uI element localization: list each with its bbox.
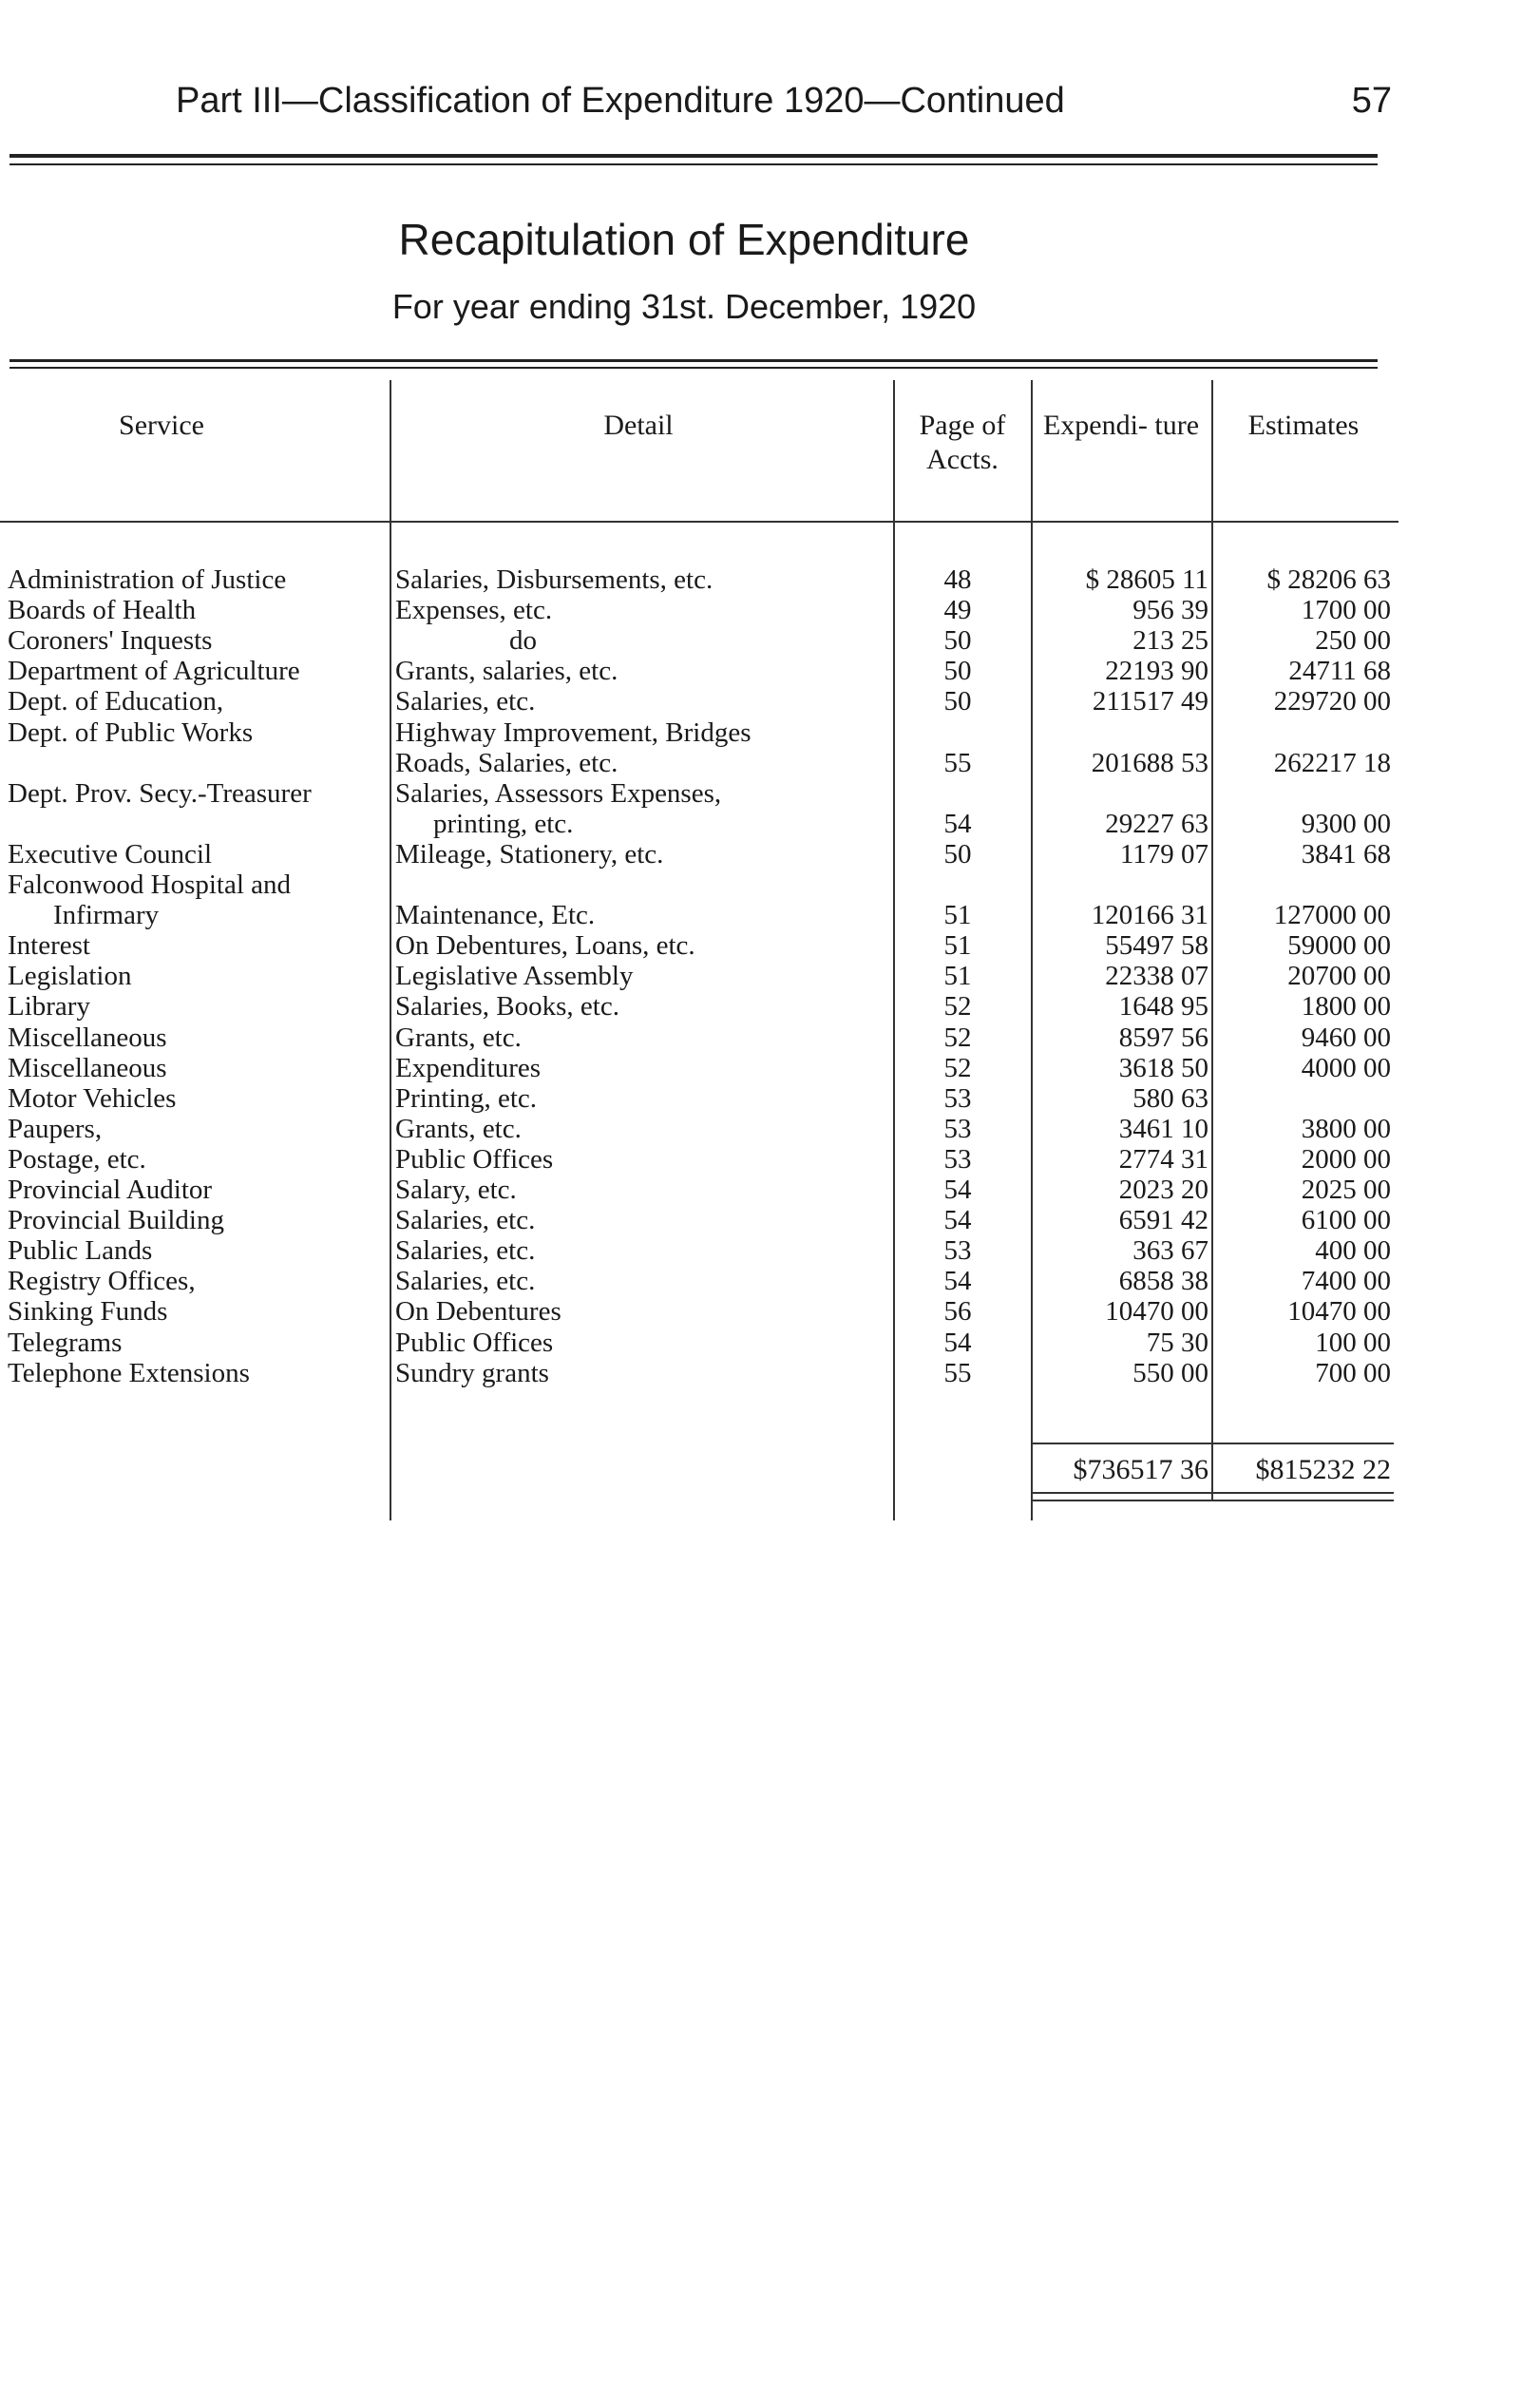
- page-title: Recapitulation of Expenditure: [398, 215, 970, 264]
- estimates-cell: 3800 00: [1301, 1114, 1391, 1143]
- expenditure-cell: 550 00: [1132, 1358, 1208, 1387]
- estimates-cell: 700 00: [1315, 1358, 1391, 1387]
- estimates-cell: 3841 68: [1301, 839, 1391, 869]
- page-cell: 54: [943, 809, 972, 838]
- service-cell: Legislation: [8, 962, 132, 991]
- service-cell: Coroners' Inquests: [8, 626, 213, 656]
- detail-cell: Highway Improvement, Bridges: [395, 717, 751, 747]
- table-row: [0, 931, 1398, 960]
- column-header-expenditure: Expendi- ture: [1042, 410, 1200, 441]
- expenditure-cell: 10470 00: [1105, 1297, 1208, 1327]
- expenditure-cell: 55497 58: [1105, 931, 1208, 961]
- estimates-cell: 4000 00: [1301, 1053, 1391, 1082]
- table-row: [0, 1267, 1398, 1295]
- expenditure-cell: 3461 10: [1118, 1114, 1208, 1143]
- table-row: [0, 840, 1398, 869]
- table-row: [0, 1328, 1398, 1357]
- detail-cell: Public Offices: [395, 1328, 554, 1357]
- table-row: [0, 1145, 1398, 1174]
- service-cell: Dept. of Public Works: [8, 717, 254, 747]
- estimates-cell: 9300 00: [1301, 809, 1391, 838]
- expenditure-cell: 6858 38: [1118, 1267, 1208, 1296]
- page-cell: 52: [943, 1053, 972, 1082]
- page-cell: 53: [943, 1083, 972, 1113]
- table-row: [0, 992, 1398, 1021]
- service-cell: Telegrams: [8, 1328, 123, 1357]
- detail-cell: Maintenance, Etc.: [395, 901, 596, 930]
- totals-row: [0, 1454, 1398, 1484]
- table-row: [0, 1297, 1398, 1326]
- expenditure-cell: 120166 31: [1091, 901, 1208, 930]
- service-cell: Miscellaneous: [8, 1022, 167, 1052]
- estimates-cell: $ 28206 63: [1266, 565, 1391, 594]
- expenditure-cell: 956 39: [1132, 596, 1208, 625]
- service-cell: Boards of Health: [8, 596, 197, 625]
- service-cell: Interest: [8, 931, 90, 961]
- service-cell: Dept. of Education,: [8, 687, 224, 717]
- service-cell: Falconwood Hospital and: [8, 870, 292, 899]
- estimates-cell: 262217 18: [1273, 748, 1391, 777]
- service-cell: Sinking Funds: [8, 1297, 168, 1327]
- detail-cell: Salaries, etc.: [395, 1206, 536, 1235]
- estimates-cell: 127000 00: [1273, 901, 1391, 930]
- detail-cell: Sundry grants: [395, 1358, 549, 1387]
- page-cell: 54: [943, 1267, 972, 1296]
- column-header-estimates: Estimates: [1247, 410, 1360, 441]
- table-row: [0, 596, 1398, 624]
- page-number: 57: [1351, 81, 1392, 121]
- column-header-page: Page of Accts.: [919, 410, 1006, 475]
- detail-cell: Salaries, Assessors Expenses,: [395, 778, 722, 808]
- page-cell: 50: [943, 626, 972, 656]
- table-row: [0, 626, 1398, 655]
- expenditure-cell: 22193 90: [1105, 657, 1208, 686]
- detail-cell: do: [509, 626, 537, 656]
- table-row: [0, 657, 1398, 685]
- detail-cell: Expenditures: [395, 1053, 542, 1082]
- estimates-cell: 2000 00: [1301, 1144, 1391, 1174]
- estimates-cell: 229720 00: [1273, 687, 1391, 717]
- expenditure-cell: 580 63: [1132, 1083, 1208, 1113]
- table-row: [0, 962, 1398, 990]
- estimates-cell: 2025 00: [1301, 1175, 1391, 1204]
- estimates-cell: 59000 00: [1287, 931, 1391, 961]
- recapitulation-table: [0, 361, 1398, 1520]
- detail-cell: On Debentures: [395, 1297, 561, 1327]
- detail-cell: Mileage, Stationery, etc.: [395, 839, 664, 869]
- page-cell: 49: [943, 596, 972, 625]
- expenditure-cell: 363 67: [1132, 1236, 1208, 1266]
- service-cell: Provincial Building: [8, 1206, 224, 1235]
- page-cell: 53: [943, 1114, 972, 1143]
- service-cell: Telephone Extensions: [8, 1358, 250, 1387]
- table-row: [0, 565, 1398, 594]
- service-cell: Department of Agriculture: [8, 657, 300, 686]
- expenditure-cell: 3618 50: [1118, 1053, 1208, 1082]
- page-cell: 51: [943, 901, 972, 930]
- expenditure-cell: 211517 49: [1092, 687, 1208, 717]
- estimates-cell: 7400 00: [1301, 1267, 1391, 1296]
- service-cell: Public Lands: [8, 1236, 153, 1266]
- expenditure-cell: 2023 20: [1118, 1175, 1208, 1204]
- column-header-detail: Detail: [603, 410, 674, 441]
- table-row: [0, 779, 1398, 808]
- service-cell: Postage, etc.: [8, 1144, 146, 1174]
- estimates-cell: 1800 00: [1301, 992, 1391, 1022]
- detail-cell: printing, etc.: [433, 809, 574, 838]
- page-cell: 51: [943, 931, 972, 961]
- expenditure-cell: 2774 31: [1118, 1144, 1208, 1174]
- estimates-cell: 1700 00: [1301, 596, 1391, 625]
- detail-cell: Salaries, etc.: [395, 1236, 536, 1266]
- service-cell: Executive Council: [8, 839, 213, 869]
- service-cell: Library: [8, 992, 90, 1022]
- service-cell: Registry Offices,: [8, 1267, 196, 1296]
- service-cell: Miscellaneous: [8, 1053, 167, 1082]
- expenditure-cell: 29227 63: [1105, 809, 1208, 838]
- service-cell: Paupers,: [8, 1114, 103, 1143]
- estimates-cell: 100 00: [1315, 1328, 1391, 1357]
- page-cell: 54: [943, 1328, 972, 1357]
- running-head-title: Part III—Classification of Expenditure 1920—Continued: [176, 81, 1065, 121]
- detail-cell: Expenses, etc.: [395, 596, 553, 625]
- expenditure-cell: $ 28605 11: [1085, 565, 1208, 594]
- estimates-cell: 400 00: [1315, 1236, 1391, 1266]
- estimates-cell: 250 00: [1315, 626, 1391, 656]
- page-subtitle: For year ending 31st. December, 1920: [391, 287, 977, 326]
- running-head: [176, 81, 1392, 134]
- detail-cell: Grants, salaries, etc.: [395, 657, 618, 686]
- detail-cell: Salaries, etc.: [395, 687, 536, 717]
- total-estimates: $815232 22: [1255, 1454, 1391, 1485]
- expenditure-cell: 201688 53: [1091, 748, 1208, 777]
- table-row: [0, 1206, 1398, 1234]
- page-cell: 54: [943, 1175, 972, 1204]
- total-expenditure: $736517 36: [1073, 1454, 1208, 1485]
- table-row: [0, 1236, 1398, 1265]
- expenditure-cell: 75 30: [1146, 1328, 1208, 1357]
- header-bottom-rule: [0, 521, 1398, 523]
- detail-cell: Legislative Assembly: [395, 962, 634, 991]
- page-cell: 51: [943, 962, 972, 991]
- page-cell: 50: [943, 687, 972, 717]
- header-rule-top: [10, 154, 1378, 158]
- service-cell: Administration of Justice: [8, 565, 287, 594]
- estimates-cell: 24711 68: [1288, 657, 1391, 686]
- table-row: [0, 870, 1398, 899]
- expenditure-cell: 6591 42: [1118, 1206, 1208, 1235]
- detail-cell: Roads, Salaries, etc.: [395, 748, 618, 777]
- table-row: [0, 687, 1398, 716]
- expenditure-cell: 1179 07: [1119, 839, 1208, 869]
- service-cell: Motor Vehicles: [8, 1083, 177, 1113]
- table-row: [0, 718, 1398, 747]
- total-rule-top: [1033, 1443, 1394, 1444]
- table-row: [0, 1054, 1398, 1082]
- estimates-cell: 6100 00: [1301, 1206, 1391, 1235]
- page-cell: 53: [943, 1236, 972, 1266]
- table-row: [0, 901, 1398, 929]
- total-rule-bottom-1: [1033, 1492, 1394, 1494]
- page-cell: 52: [943, 1022, 972, 1052]
- detail-cell: Salaries, etc.: [395, 1267, 536, 1296]
- service-cell: Provincial Auditor: [8, 1175, 213, 1204]
- page-cell: 54: [943, 1206, 972, 1235]
- column-header-service: Service: [119, 410, 204, 441]
- page-cell: 48: [943, 565, 972, 594]
- page-cell: 55: [943, 748, 972, 777]
- detail-cell: Public Offices: [395, 1144, 554, 1174]
- estimates-cell: 20700 00: [1287, 962, 1391, 991]
- page-cell: 53: [943, 1144, 972, 1174]
- expenditure-cell: 1648 95: [1118, 992, 1208, 1022]
- table-row: [0, 1115, 1398, 1143]
- expenditure-cell: 8597 56: [1118, 1022, 1208, 1052]
- table-row: [0, 1084, 1398, 1113]
- page-cell: 50: [943, 839, 972, 869]
- table-row: [0, 1023, 1398, 1052]
- page-cell: 55: [943, 1358, 972, 1387]
- table-row: [0, 1175, 1398, 1204]
- table-row: [0, 1359, 1398, 1387]
- estimates-cell: 10470 00: [1287, 1297, 1391, 1327]
- table-row: [0, 810, 1398, 838]
- service-cell: Infirmary: [53, 901, 160, 930]
- expenditure-cell: 22338 07: [1105, 962, 1208, 991]
- expenditure-cell: 213 25: [1132, 626, 1208, 656]
- detail-cell: Salaries, Disbursements, etc.: [395, 565, 713, 594]
- page-cell: 50: [943, 657, 972, 686]
- detail-cell: Printing, etc.: [395, 1083, 538, 1113]
- service-cell: Dept. Prov. Secy.-Treasurer: [8, 778, 312, 808]
- detail-cell: Grants, etc.: [395, 1022, 522, 1052]
- detail-cell: Grants, etc.: [395, 1114, 522, 1143]
- table-row: [0, 749, 1398, 777]
- detail-cell: On Debentures, Loans, etc.: [395, 931, 695, 961]
- detail-cell: Salary, etc.: [395, 1175, 517, 1204]
- detail-cell: Salaries, Books, etc.: [395, 992, 619, 1022]
- header-rule-bottom: [10, 163, 1378, 165]
- total-rule-bottom-2: [1033, 1500, 1394, 1501]
- page-cell: 52: [943, 992, 972, 1022]
- page-cell: 56: [943, 1297, 972, 1327]
- estimates-cell: 9460 00: [1301, 1022, 1391, 1052]
